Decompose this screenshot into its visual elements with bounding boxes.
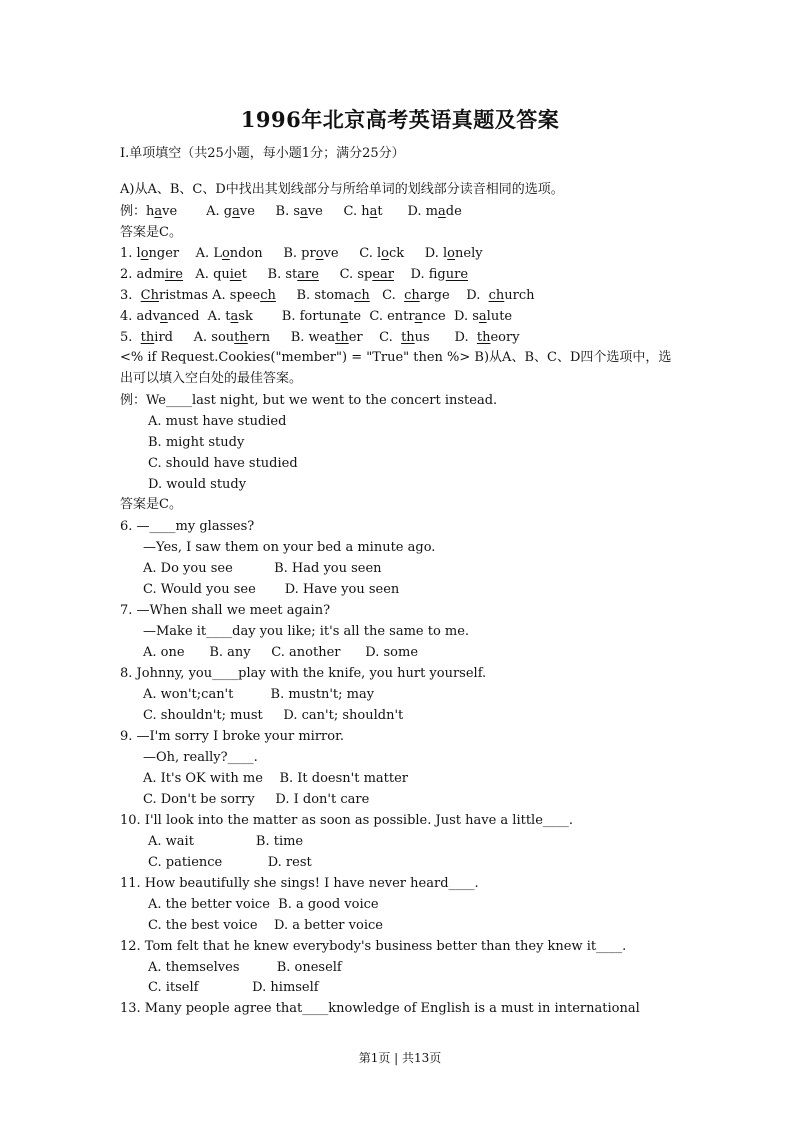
- text-segment: t D. m: [377, 204, 438, 219]
- text-segment: nce D. s: [422, 309, 479, 324]
- text-line: [143, 540, 435, 556]
- text-segment: te C. entr: [348, 309, 415, 324]
- text-line: [120, 182, 564, 198]
- text-line: [148, 855, 312, 871]
- text-line: [120, 204, 462, 220]
- text-segment: 12. Tom felt that he knew everybody's business better than they knew it____.: [120, 939, 627, 954]
- text-line: [143, 771, 408, 787]
- text-line: [120, 729, 344, 745]
- text-segment: A. one B. any C. another D. some: [143, 645, 419, 660]
- text-segment: ndon B. pr: [229, 246, 316, 261]
- text-line: [143, 708, 403, 724]
- text-segment: C. itself D. himself: [148, 980, 319, 995]
- text-segment: us D.: [414, 330, 477, 345]
- text-segment: 出可以填入空白处的最佳答案。: [120, 371, 303, 386]
- underlined-segment: a: [438, 204, 446, 219]
- text-segment: A. must have studied: [148, 414, 287, 429]
- underlined-segment: th: [476, 330, 491, 345]
- page-footer: 第1页 | 共13页: [358, 1051, 442, 1065]
- text-segment: nely: [455, 246, 483, 261]
- text-line: [120, 603, 330, 619]
- text-segment: A. the better voice B. a good voice: [148, 897, 379, 912]
- underlined-segment: o: [140, 246, 149, 261]
- underlined-segment: th: [140, 330, 155, 345]
- text-segment: 答案是C。: [120, 225, 182, 240]
- text-line: [143, 624, 469, 640]
- underlined-segment: a: [230, 309, 239, 324]
- text-segment: C.: [369, 288, 405, 303]
- text-line: [120, 309, 512, 325]
- text-segment: <% if Request.Cookies("member") = "True" then %> B)从A、B、C、D四个选项中，选: [120, 350, 672, 365]
- text-segment: B. stoma: [275, 288, 355, 303]
- text-line: [120, 876, 479, 892]
- text-segment: A. Do you see B. Had you seen: [143, 561, 382, 576]
- underlined-segment: a: [154, 204, 163, 219]
- text-segment: ve B. s: [239, 204, 301, 219]
- text-segment: C. the best voice D. a better voice: [148, 918, 383, 933]
- text-segment: A. won't;can't B. mustn't; may: [143, 687, 375, 702]
- text-line: [148, 834, 303, 850]
- text-segment: C. sp: [318, 267, 373, 282]
- text-segment: —Yes, I saw them on your bed a minute ago.: [143, 540, 436, 555]
- underlined-segment: o: [221, 246, 230, 261]
- text-segment: de: [445, 204, 462, 219]
- text-segment: 7. —When shall we meet again?: [120, 603, 331, 618]
- text-segment: 1. l: [120, 246, 141, 261]
- text-segment: ern B. wea: [247, 330, 336, 345]
- underlined-segment: th: [401, 330, 415, 345]
- text-segment: C. Don't be sorry D. I don't care: [143, 792, 370, 807]
- text-segment: 3.: [120, 288, 141, 303]
- text-line: [148, 980, 319, 996]
- text-segment: —Make it____day you like; it's all the same to me.: [143, 624, 470, 639]
- text-line: [120, 267, 468, 283]
- underlined-segment: a: [340, 309, 349, 324]
- text-segment: 6. —____my glasses?: [120, 519, 255, 534]
- text-line: [120, 1001, 640, 1017]
- text-segment: 5.: [120, 330, 141, 345]
- text-line: [120, 393, 497, 409]
- underlined-segment: Ch: [140, 288, 159, 303]
- text-segment: nger A. L: [148, 246, 222, 261]
- text-line: [120, 350, 671, 366]
- text-segment: nced A. t: [167, 309, 231, 324]
- text-segment: 9. —I'm sorry I broke your mirror.: [120, 729, 344, 744]
- text-line: [120, 330, 520, 346]
- underlined-segment: o: [447, 246, 455, 261]
- text-segment: arge D.: [419, 288, 489, 303]
- text-segment: er C.: [348, 330, 402, 345]
- underlined-segment: ch: [488, 288, 505, 303]
- underlined-segment: ch: [404, 288, 420, 303]
- text-segment: 11. How beautifully she sings! I have never heard____.: [120, 876, 479, 891]
- underlined-segment: o: [315, 246, 324, 261]
- text-segment: lute: [486, 309, 513, 324]
- text-segment: 13. Many people agree that____knowledge of English is a must in international: [120, 1001, 640, 1016]
- text-segment: ristmas A. spee: [159, 288, 261, 303]
- underlined-segment: th: [234, 330, 248, 345]
- underlined-segment: a: [478, 309, 487, 324]
- underlined-segment: a: [232, 204, 240, 219]
- text-segment: A. themselves B. oneself: [148, 960, 342, 975]
- text-line: [120, 246, 483, 262]
- text-segment: ck D. l: [388, 246, 448, 261]
- section-heading: Ⅰ.单项填空（共25小题，每小题1分；满分25分）: [120, 146, 405, 161]
- text-line: [120, 371, 302, 387]
- text-line: [148, 414, 286, 430]
- underlined-segment: ire: [164, 267, 184, 282]
- text-line: [148, 477, 246, 493]
- text-segment: C. should have studied: [148, 456, 298, 471]
- text-segment: D. would study: [148, 477, 247, 492]
- text-segment: 例：We____last night, but we went to the concert instead.: [120, 393, 498, 408]
- underlined-segment: a: [300, 204, 308, 219]
- text-segment: ve A. g: [162, 204, 233, 219]
- underlined-segment: ie: [229, 267, 242, 282]
- underlined-segment: a: [369, 204, 378, 219]
- text-line: [120, 225, 182, 241]
- text-segment: 4. adv: [120, 309, 160, 324]
- text-line: [148, 918, 383, 934]
- text-segment: ird A. sou: [154, 330, 235, 345]
- text-line: [143, 582, 399, 598]
- text-line: [120, 288, 535, 304]
- text-segment: 答案是C。: [120, 497, 182, 512]
- text-segment: C. Would you see D. Have you seen: [143, 582, 400, 597]
- text-segment: A. wait B. time: [148, 834, 304, 849]
- text-line: [143, 750, 258, 766]
- text-segment: ve C. h: [307, 204, 370, 219]
- text-line: [143, 792, 369, 808]
- text-segment: ve C. l: [323, 246, 382, 261]
- text-segment: —Oh, really?____.: [143, 750, 258, 765]
- text-line: [120, 519, 254, 535]
- text-line: [120, 813, 573, 829]
- text-line: [120, 666, 486, 682]
- text-line: [143, 645, 418, 661]
- text-line: [120, 939, 626, 955]
- text-line: [148, 456, 298, 472]
- underlined-segment: ch: [260, 288, 276, 303]
- text-segment: A. It's OK with me B. It doesn't matter: [143, 771, 409, 786]
- underlined-segment: ch: [354, 288, 370, 303]
- text-segment: B. might study: [148, 435, 245, 450]
- text-segment: 2. adm: [120, 267, 165, 282]
- underlined-segment: th: [335, 330, 349, 345]
- text-segment: urch: [504, 288, 535, 303]
- text-segment: C. shouldn't; must D. can't; shouldn't: [143, 708, 404, 723]
- text-line: [143, 561, 382, 577]
- text-line: [143, 687, 374, 703]
- text-segment: C. patience D. rest: [148, 855, 312, 870]
- text-segment: t B. st: [241, 267, 298, 282]
- underlined-segment: ure: [445, 267, 469, 282]
- text-segment: 8. Johnny, you____play with the knife, you hurt yourself.: [120, 666, 487, 681]
- underlined-segment: o: [381, 246, 389, 261]
- text-segment: A)从A、B、C、D中找出其划线部分与所给单词的划线部分读音相同的选项。: [120, 182, 564, 197]
- text-segment: D. fig: [393, 267, 446, 282]
- text-segment: sk B. fortun: [238, 309, 341, 324]
- underlined-segment: a: [414, 309, 423, 324]
- text-segment: A. qu: [183, 267, 230, 282]
- text-line: [120, 497, 182, 513]
- text-line: [148, 897, 379, 913]
- text-segment: eory: [490, 330, 520, 345]
- underlined-segment: are: [297, 267, 319, 282]
- text-segment: 10. I'll look into the matter as soon as possible. Just have a little____.: [120, 813, 574, 828]
- text-line: [148, 435, 244, 451]
- text-line: [148, 960, 342, 976]
- underlined-segment: ear: [372, 267, 394, 282]
- underlined-segment: a: [159, 309, 168, 324]
- text-segment: 例：h: [120, 204, 155, 219]
- page-title: 1996年北京高考英语真题及答案: [240, 107, 560, 132]
